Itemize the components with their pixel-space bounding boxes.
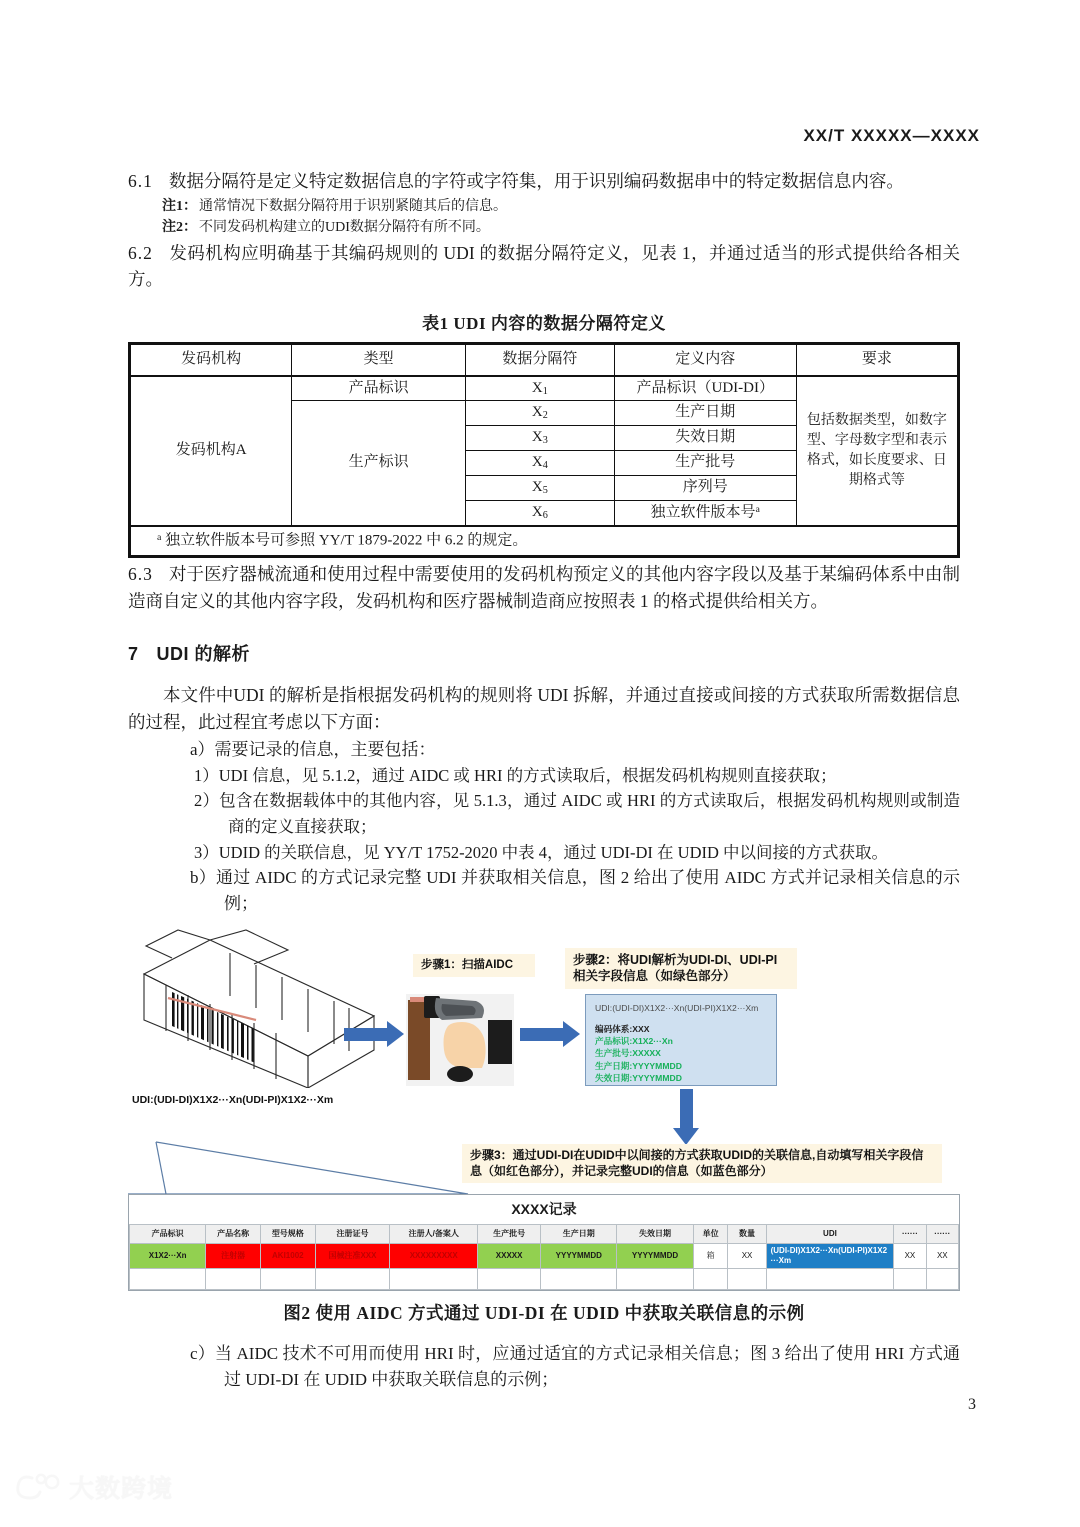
figure-2-caption: 图2 使用 AIDC 方式通过 UDI-DI 在 UDID 中获取关联信息的示例 xyxy=(283,1302,805,1323)
rec-blank-9 xyxy=(728,1269,766,1290)
rec-th-6: 生产日期 xyxy=(541,1225,617,1244)
rec-th-7: 失效日期 xyxy=(617,1225,693,1244)
step3-callout: 步骤3：通过UDI-DI在UDID中以间接的方式获取UDID的关联信息,自动填写相关字段信息（如红色部分），并记录完整UDI的信息（如蓝色部分） xyxy=(462,1144,942,1184)
list-item-2 xyxy=(162,788,960,839)
clause-6-1 xyxy=(128,168,960,195)
rec-blank-8 xyxy=(693,1269,728,1290)
watermark xyxy=(14,1469,173,1505)
table1-type-product: 产品标识 xyxy=(292,376,466,401)
note-2-text: 不同发码机构建立的UDI数据分隔符有所不同。 xyxy=(199,219,490,235)
rec-th-11: ······ xyxy=(894,1225,926,1244)
table1 xyxy=(130,344,958,556)
page-content xyxy=(128,168,960,1393)
table1-definition-3: 生产批号 xyxy=(614,450,796,475)
rec-cell-12: XX xyxy=(926,1244,958,1269)
barcode-on-carton xyxy=(168,992,256,1062)
list-item-c-text: 当 AIDC 技术不可用而使用 HRI 时，应通过适宜的方式记录相关信息；图 3 给出了使用 HRI 方式通过 UDI-DI 在 UDID 中获取关联信息的示例； xyxy=(214,1343,960,1390)
list-item-3-text: UDID 的关联信息，见 YY/T 1752-2020 中表 4，通过 UDI-DI 在 UDID 中以间接的方式获取。 xyxy=(218,842,889,862)
rec-cell-7: YYYYMMDD xyxy=(617,1244,693,1269)
rec-th-9: 数量 xyxy=(728,1225,766,1244)
infobox-encoding-system: 编码体系:XXX xyxy=(595,1023,650,1034)
table1-definition-5: 独立软件版本号$^a$ xyxy=(614,500,796,526)
clause-6-3 xyxy=(128,561,960,614)
table1-separator-2: $X_3$ xyxy=(465,426,614,451)
table1-separator-0: $X_1$ xyxy=(465,376,614,401)
section-7-title: UDI 的解析 xyxy=(156,644,251,665)
rec-th-4: 注册人/备案人 xyxy=(390,1225,478,1244)
records-table-title-row xyxy=(130,1195,959,1225)
list-item-b xyxy=(160,865,960,918)
table1-th-0: 发码机构 xyxy=(131,344,292,375)
list-item-2-marker: 2） xyxy=(194,791,220,811)
rec-cell-2: AKI1002 xyxy=(260,1244,315,1269)
rec-blank-11 xyxy=(894,1269,926,1290)
note-2-label: 注2： xyxy=(162,219,197,235)
section-7-number: 7 xyxy=(128,644,139,665)
note-2 xyxy=(162,217,960,238)
infobox-production-date: 生产日期:YYYYMMDD xyxy=(595,1060,682,1071)
table1-separator-1: $X_2$ xyxy=(465,401,614,426)
section-7-sublist xyxy=(128,763,960,865)
table1-definition-2: 失效日期 xyxy=(614,426,796,451)
rec-blank-2 xyxy=(260,1269,315,1290)
list-item-3 xyxy=(162,840,960,866)
records-table-wrapper xyxy=(128,1194,960,1292)
list-item-c-marker: c） xyxy=(190,1343,215,1363)
table1-wrapper xyxy=(128,342,960,558)
rec-cell-11: XX xyxy=(894,1244,926,1269)
infobox-lot: 生产批号:XXXXX xyxy=(595,1048,661,1059)
clause-6-2-text: 发码机构应明确基于其编码规则的 UDI 的数据分隔符定义，见表 1，并通过适当的形式提供给各相关方。 xyxy=(128,242,960,290)
list-item-b-marker: b） xyxy=(190,868,216,888)
standard-number-header: XX/T XXXXX—XXXX xyxy=(803,126,980,145)
table1-th-2: 数据分隔符 xyxy=(465,344,614,375)
table-row xyxy=(130,1269,959,1290)
section-7-list-b xyxy=(128,865,960,918)
watermark-text: 大数跨境 xyxy=(69,1475,174,1503)
table1-footnote-row xyxy=(131,526,958,556)
list-item-1-text: UDI 信息，见 5.1.2，通过 AIDC 或 HRI 的方式读取后，根据发码机构规则直接获取； xyxy=(218,765,837,785)
note-1-text: 通常情况下数据分隔符用于识别紧随其后的信息。 xyxy=(199,198,507,214)
section-7-list-c xyxy=(128,1341,960,1394)
list-item-a-text: 需要记录的信息，主要包括： xyxy=(214,739,436,759)
rec-cell-1: 注射器 xyxy=(206,1244,261,1269)
rec-blank-5 xyxy=(478,1269,541,1290)
clause-6-2 xyxy=(128,240,960,293)
list-item-a xyxy=(160,737,960,763)
rec-blank-1 xyxy=(206,1269,261,1290)
table-row xyxy=(130,1244,959,1269)
table1-footnote: $^a$ 独立软件版本号可参照 YY/T 1879-2022 中 6.2 的规定。 xyxy=(131,526,958,556)
table1-definition-4: 序列号 xyxy=(614,475,796,500)
rec-th-1: 产品名称 xyxy=(206,1225,261,1244)
figure-2 xyxy=(128,926,960,1286)
rec-cell-3: 国械注准XXX xyxy=(315,1244,390,1269)
rec-th-5: 生产批号 xyxy=(478,1225,541,1244)
section-7-list xyxy=(128,737,960,763)
records-table xyxy=(129,1195,959,1291)
clause-6-3-number: 6.3 xyxy=(128,564,153,585)
barcode-scanner-illustration xyxy=(406,994,514,1086)
watermark-logo-icon xyxy=(14,1472,60,1502)
clause-6-1-number: 6.1 xyxy=(128,171,153,191)
page-number: 3 xyxy=(968,1396,976,1413)
infobox-expiry-date: 失效日期:YYYYMMDD xyxy=(595,1072,682,1083)
arrow-right-1 xyxy=(344,1021,404,1048)
clause-6-3-text: 对于医疗器械流通和使用过程中需要使用的发码机构预定义的其他内容字段以及基于某编码体系中由制造商自定义的其他内容字段，发码机构和医疗器械制造商应按照表 1 的格式提供给相关方。 xyxy=(128,564,960,611)
rec-cell-0: X1X2···Xn xyxy=(130,1244,206,1269)
table-row xyxy=(131,376,958,401)
rec-cell-4: XXXXXXXXX xyxy=(390,1244,478,1269)
list-item-a-marker: a） xyxy=(190,739,215,759)
table1-caption: 表1 UDI 内容的数据分隔符定义 xyxy=(422,313,666,333)
table1-separator-3: $X_4$ xyxy=(465,450,614,475)
table1-th-3: 定义内容 xyxy=(614,344,796,375)
table1-header-row xyxy=(131,344,958,375)
infobox-product-id: 产品标识:X1X2···Xn xyxy=(595,1036,673,1047)
rec-th-2: 型号规格 xyxy=(260,1225,315,1244)
table1-requirement: 包括数据类型，如数字型、字母数字型和表示格式，如长度要求、日期格式等 xyxy=(796,376,957,526)
rec-cell-10: (UDI-DI)X1X2···Xn(UDI-PI)X1X2···Xm xyxy=(766,1244,894,1269)
rec-blank-7 xyxy=(617,1269,693,1290)
rec-blank-0 xyxy=(130,1269,206,1290)
table1-definition-0: 产品标识（UDI-DI） xyxy=(614,376,796,401)
rec-blank-12 xyxy=(926,1269,958,1290)
rec-th-3: 注册证号 xyxy=(315,1225,390,1244)
rec-cell-9: XX xyxy=(728,1244,766,1269)
section-7-heading xyxy=(128,640,960,666)
parsed-udi-infobox xyxy=(585,994,777,1086)
records-table-title: XXXX记录 xyxy=(130,1195,959,1225)
rec-blank-6 xyxy=(541,1269,617,1290)
note-1-label: 注1： xyxy=(162,198,197,214)
carton-illustration xyxy=(138,928,398,1088)
rec-blank-3 xyxy=(315,1269,390,1290)
rec-th-8: 单位 xyxy=(693,1225,728,1244)
step2-callout: 步骤2：将UDI解析为UDI-DI、UDI-PI相关字段信息（如绿色部分） xyxy=(565,948,797,989)
table1-th-1: 类型 xyxy=(292,344,466,375)
rec-th-0: 产品标识 xyxy=(130,1225,206,1244)
table1-agency: 发码机构A xyxy=(131,376,292,526)
clause-6-2-number: 6.2 xyxy=(128,242,153,263)
list-item-2-text: 包含在数据载体中的其他内容，见 5.1.3，通过 AIDC 或 HRI 的方式读取后，根据发码机构规则或制造商的定义直接获取； xyxy=(219,791,961,836)
list-item-c xyxy=(160,1341,960,1394)
rec-cell-8: 箱 xyxy=(693,1244,728,1269)
rec-th-12: ······ xyxy=(926,1225,958,1244)
list-item-3-marker: 3） xyxy=(194,842,219,862)
table1-definition-1: 生产日期 xyxy=(614,401,796,426)
rec-blank-10 xyxy=(766,1269,894,1290)
rec-blank-4 xyxy=(390,1269,478,1290)
note-1 xyxy=(162,196,960,217)
list-item-b-text: 通过 AIDC 的方式记录完整 UDI 并获取相关信息，图 2 给出了使用 AIDC 方式并记录相关信息的示例； xyxy=(216,868,960,914)
rec-th-10: UDI xyxy=(766,1225,894,1244)
rec-cell-5: XXXXX xyxy=(478,1244,541,1269)
arrow-down-1 xyxy=(673,1089,700,1145)
table1-separator-5: $X_6$ xyxy=(465,500,614,526)
carton-udi-label: UDI:(UDI-DI)X1X2···Xn(UDI-PI)X1X2···Xm xyxy=(132,1093,334,1106)
arrow-right-2 xyxy=(520,1021,580,1048)
list-item-1-marker: 1） xyxy=(194,765,219,785)
table1-type-production: 生产标识 xyxy=(292,401,466,526)
table1-separator-4: $X_5$ xyxy=(465,475,614,500)
section-7-intro: 本文件中UDI 的解析是指根据发码机构的规则将 UDI 拆解，并通过直接或间接的方式获取所需数据信息的过程，此过程宜考虑以下方面： xyxy=(128,685,960,733)
rec-cell-6: YYYYMMDD xyxy=(541,1244,617,1269)
clause-6-1-text: 数据分隔符是定义特定数据信息的字符或字符集，用于识别编码数据串中的特定数据信息内容。 xyxy=(168,171,904,191)
records-table-header-row xyxy=(130,1225,959,1244)
step1-callout: 步骤1：扫描AIDC xyxy=(413,954,535,977)
table1-th-4: 要求 xyxy=(796,344,957,375)
infobox-udi-line: UDI:(UDI-DI)X1X2···Xn(UDI-PI)X1X2···Xm xyxy=(595,1002,759,1013)
list-item-1 xyxy=(162,763,960,789)
